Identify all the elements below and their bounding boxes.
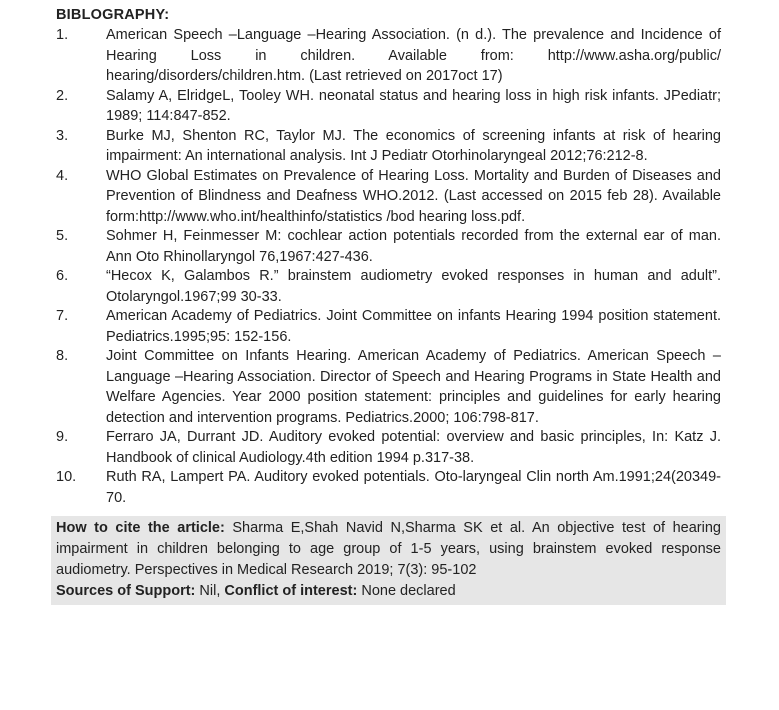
reference-text: Ferraro JA, Durrant JD. Auditory evoked potential: overview and basic principles, In: Katz J. Handbook of clinical Audiology.4th edition 1994 p.317-38. [106,429,721,466]
conflict-label: Conflict of interest: [224,583,358,599]
how-to-cite [56,518,721,581]
support-value: Nil, [199,583,221,599]
reference-item [56,126,721,167]
reference-text: Joint Committee on Infants Hearing. American Academy of Pediatrics. American Speech –Language –Hearing Association. Director of Speech and Hearing Programs in State Health and Welfare Agencies. Year 2000 position statement: principles and guidelines for early hearing detection and intervention programs. Pediatrics.2000; 106:798-817. [106,348,721,426]
reference-number: 5. [56,228,69,244]
reference-text: Ruth RA, Lampert PA. Auditory evoked potentials. Oto-laryngeal Clin north Am.1991;24(20349-70. [106,469,721,506]
reference-number: 8. [56,348,69,364]
reference-item [56,266,721,307]
support-line [56,581,721,602]
reference-number: 1. [56,27,69,43]
support-label: Sources of Support: [56,583,196,599]
reference-text: American Academy of Pediatrics. Joint Committee on infants Hearing 1994 position statement. Pediatrics.1995;95: 152-156. [106,308,721,345]
reference-number: 2. [56,87,69,104]
bibliography-heading: BIBLOGRAPHY: [56,7,170,23]
reference-item [56,306,721,347]
reference-text: “Hecox K, Galambos R.” brainstem audiometry evoked responses in human and adult”. Otolaryngol.1967;99 30-33. [106,268,721,305]
reference-number: 4. [56,167,69,184]
reference-item [56,86,721,127]
reference-text: Sohmer H, Feinmesser M: cochlear action potentials recorded from the external ear of man. Ann Oto Rhinollaryngol 76,1967:427-436. [106,228,721,265]
reference-number: 3. [56,127,69,144]
cite-label: How to cite the article: [56,520,225,536]
reference-item [56,467,721,508]
reference-text: Salamy A, ElridgeL, Tooley WH. neonatal status and hearing loss in high risk infants. JPediatr; 1989; 114:847-852. [106,87,721,124]
reference-list [56,25,721,508]
reference-item [56,427,721,468]
reference-item [56,226,721,267]
citation-box [51,516,726,605]
reference-number: 9. [56,429,69,445]
reference-number: 10. [56,469,77,485]
reference-item [56,346,721,428]
reference-item [56,25,721,87]
reference-number: 7. [56,308,69,324]
reference-number: 6. [56,268,69,284]
cite-text: Sharma E,Shah Navid N,Sharma SK et al. An objective test of hearing impairment in children belonging to age group of 1-5 years, using brainstem evoked response audiometry. Perspectives in Medical Research 2019; 7(3): 95-102 [56,520,721,578]
reference-text: WHO Global Estimates on Prevalence of Hearing Loss. Mortality and Burden of Diseases and Prevention of Blindness and Deafness WHO.2012. (Last accessed on 2015 feb 28). Available form:http://www.who.int/healthinfo/statistics /bod hearing loss.pdf. [106,167,721,225]
reference-text: American Speech –Language –Hearing Association. (n d.). The prevalence and Incidence of Hearing Loss in children. Available from: http://www.asha.org/public/ hearing/disorders/children.htm. (Last retrieved on 2017oct 17) [106,27,721,84]
reference-item [56,166,721,228]
reference-text: Burke MJ, Shenton RC, Taylor MJ. The economics of screening infants at risk of hearing impairment: An international analysis. Int J Pediatr Otorhinolaryngeal 2012;76:212-8. [106,127,721,164]
bibliography-section [56,6,721,507]
conflict-value: None declared [361,583,456,599]
